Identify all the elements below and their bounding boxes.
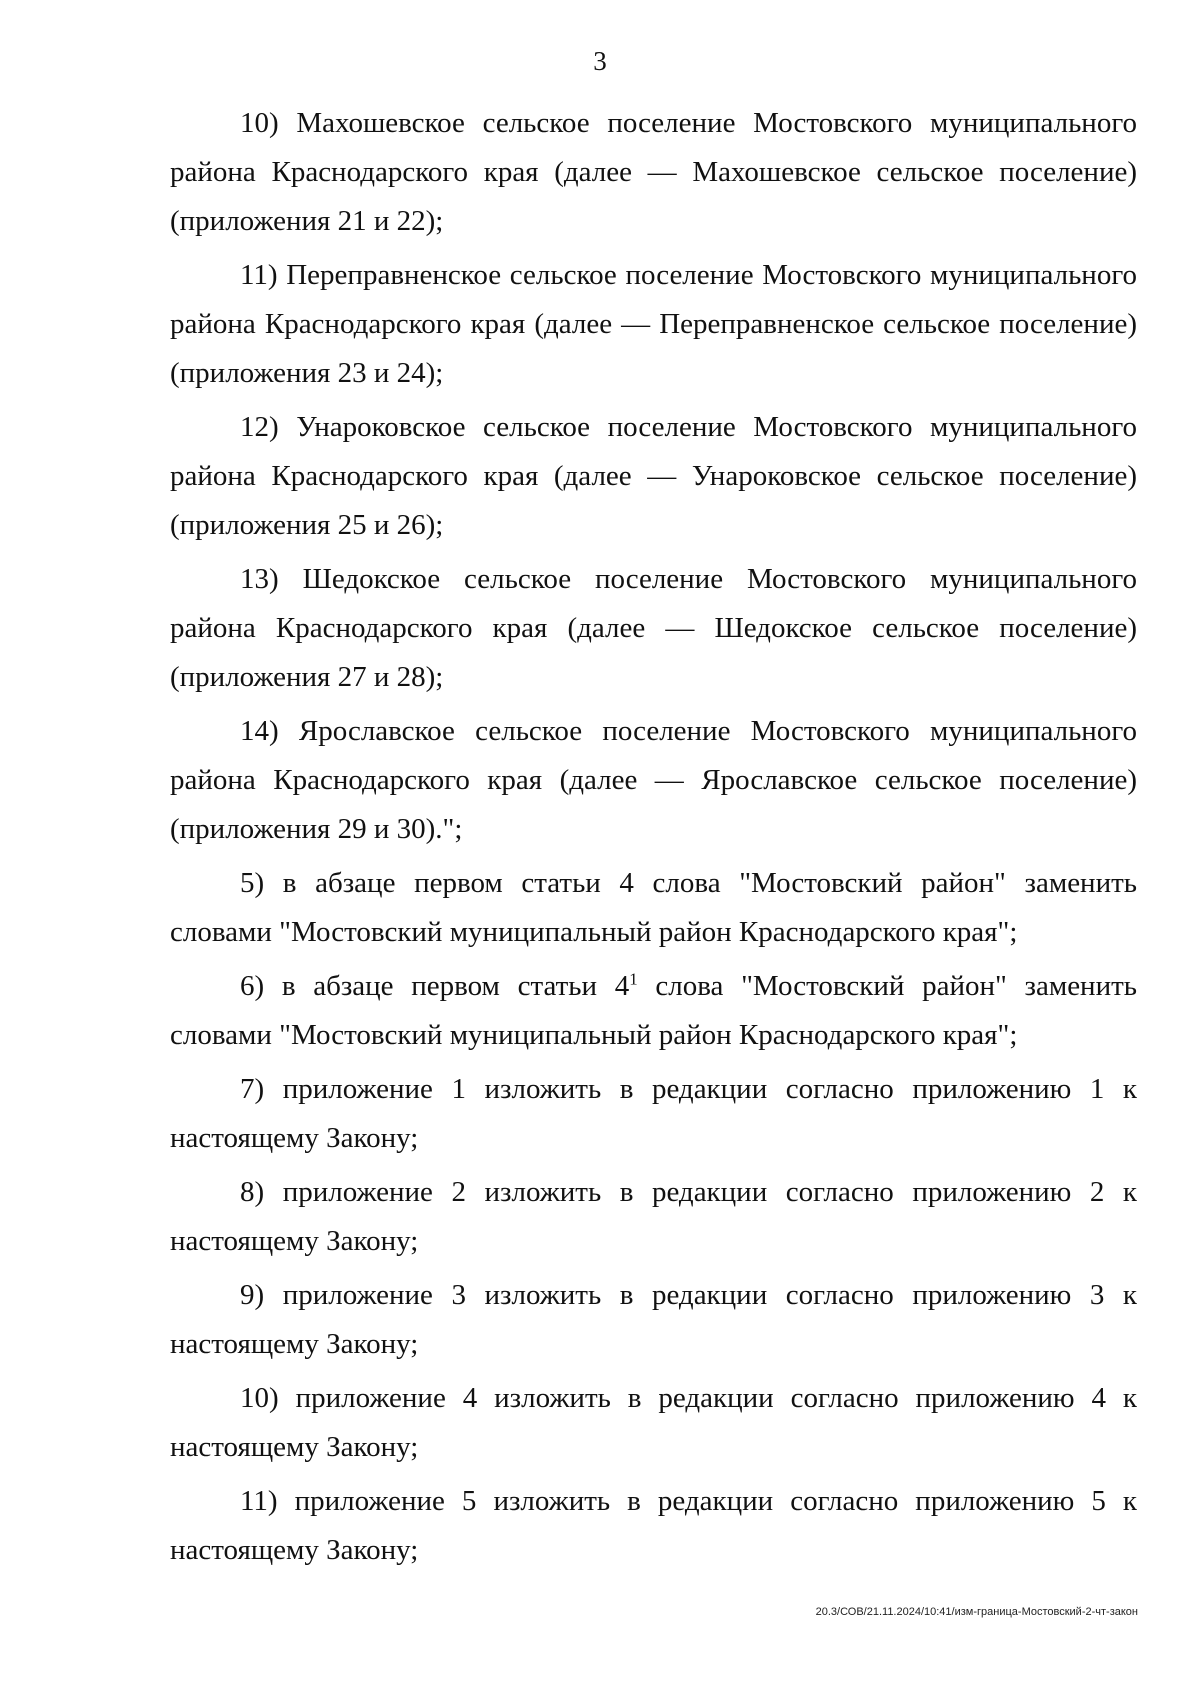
article-superscript: 1 <box>629 969 638 989</box>
paragraph-item-11-appendix-5: 11) приложение 5 изложить в редакции согласно приложению 5 к настоящему Закону; <box>170 1485 1137 1566</box>
paragraph-13-shedokskoe: 13) Шедокское сельское поселение Мостовского муниципального района Краснодарского края (далее — Шедокское сельское поселение) (приложения 27 и 28); <box>170 563 1137 693</box>
document-footer-code: 20.3/СОВ/21.11.2024/10:41/изм-граница-Мостовский-2-чт-закон <box>815 1606 1138 1618</box>
paragraph-item-6-article-4-1 <box>170 962 1137 1060</box>
paragraph-14-yaroslavskoe: 14) Ярославское сельское поселение Мостовского муниципального района Краснодарского края (далее — Ярославское сельское поселение) (приложения 29 и 30)."; <box>170 715 1137 845</box>
paragraph-item-5-article-4: 5) в абзаце первом статьи 4 слова "Мостовский район" заменить словами "Мостовский муниципальный район Краснодарского края"; <box>170 867 1137 948</box>
paragraph-item-8-appendix-2: 8) приложение 2 изложить в редакции согласно приложению 2 к настоящему Закону; <box>170 1176 1137 1257</box>
paragraph-10-makhoshevskoe: 10) Махошевское сельское поселение Мостовского муниципального района Краснодарского края (далее — Махошевское сельское поселение) (приложения 21 и 22); <box>170 107 1137 237</box>
paragraph-item-9-appendix-3: 9) приложение 3 изложить в редакции согласно приложению 3 к настоящему Закону; <box>170 1279 1137 1360</box>
paragraph-12-unarokovskoe: 12) Унароковское сельское поселение Мостовского муниципального района Краснодарского края (далее — Унароковское сельское поселение) (приложения 25 и 26); <box>170 411 1137 541</box>
paragraph-item-6-text-after: слова "Мостовский район" заменить словами "Мостовский муниципальный район Краснодарского края"; <box>170 970 1137 1051</box>
paragraph-11-perepravnenskoe: 11) Переправненское сельское поселение Мостовского муниципального района Краснодарского края (далее — Переправненское сельское поселение) (приложения 23 и 24); <box>170 259 1137 389</box>
document-body <box>170 99 1137 1580</box>
paragraph-item-10-appendix-4: 10) приложение 4 изложить в редакции согласно приложению 4 к настоящему Закону; <box>170 1382 1137 1463</box>
paragraph-item-7-appendix-1: 7) приложение 1 изложить в редакции согласно приложению 1 к настоящему Закону; <box>170 1073 1137 1154</box>
page-number: 3 <box>593 46 607 76</box>
paragraph-item-6-text-before: 6) в абзаце первом статьи 4 <box>240 970 630 1002</box>
